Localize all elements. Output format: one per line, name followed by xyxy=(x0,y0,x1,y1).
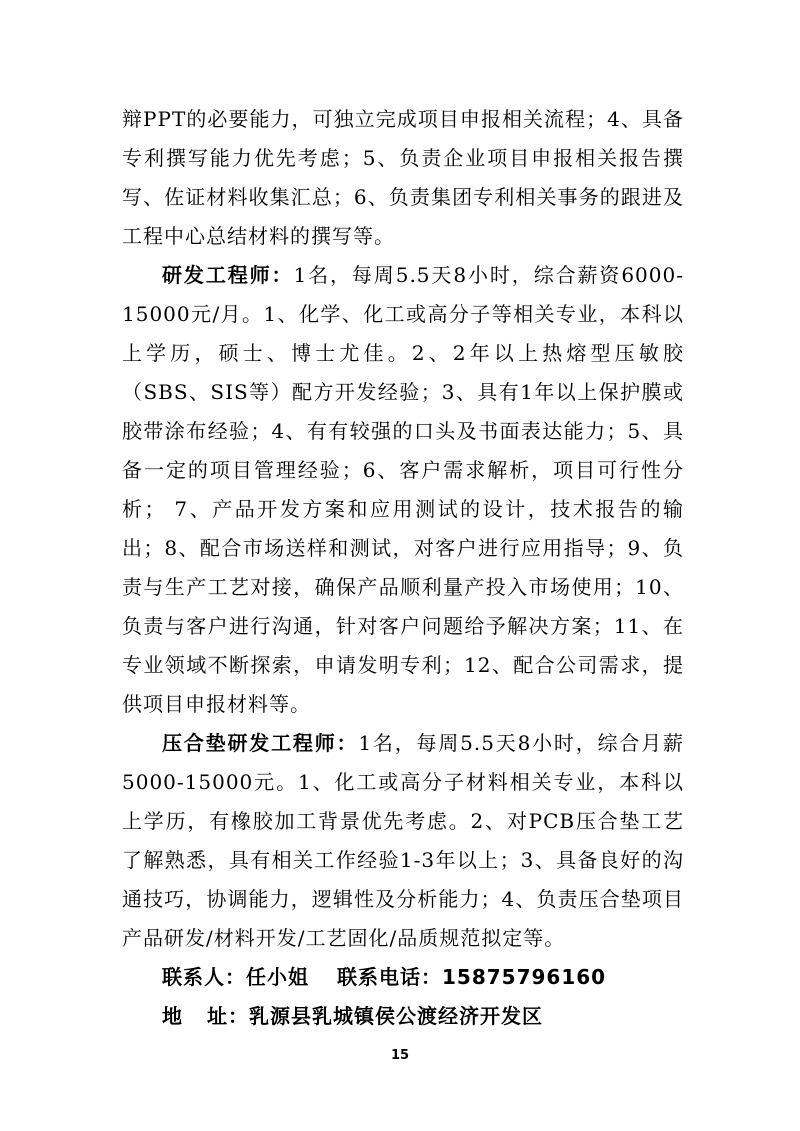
contact-person-label: 联系人： xyxy=(162,965,246,989)
job-pad-engineer-title: 压合垫研发工程师： xyxy=(162,731,359,755)
address-label-1: 地 xyxy=(162,1004,183,1028)
contact-phone-number: 15875796160 xyxy=(442,965,607,989)
job-pad-engineer-body: 1名，每周5.5天8小时，综合月薪5000-15000元。1、化工或高分子材料相关专业，本科以上学历，有橡胶加工背景优先考虑。2、对PCB压合垫工艺了解熟悉，具有相关工作经验1-3年以上；3、具备良好的沟通技巧，协调能力，逻辑性及分析能力；4、负责压合垫项目产品研发/材料开发/工艺固化/品质规范拟定等。 xyxy=(122,731,685,950)
address-label-2: 址： xyxy=(207,1004,249,1028)
contact-line xyxy=(122,958,684,997)
paragraph-continuation: 辩PPT的必要能力，可独立完成项目申报相关流程；4、具备专利撰写能力优先考虑；5、负责企业项目申报相关报告撰写、佐证材料收集汇总；6、负责集团专利相关事务的跟进及工程中心总结材料的撰写等。 xyxy=(122,107,684,248)
address-line xyxy=(122,997,684,1036)
job-pad-engineer xyxy=(122,724,684,958)
address-value: 乳源县乳城镇侯公渡经济开发区 xyxy=(249,1004,543,1028)
page-number: 15 xyxy=(390,1048,410,1063)
job-rd-engineer-title: 研发工程师： xyxy=(162,263,294,287)
contact-phone-label: 联系电话： xyxy=(337,965,442,989)
job-rd-engineer-body: 1名，每周5.5天8小时，综合薪资6000-15000元/月。1、化学、化工或高分子等相关专业，本科以上学历，硕士、博士尤佳。2、2年以上热熔型压敏胶（SBS、SIS等）配方开发经验；3、具有1年以上保护膜或胶带涂布经验；4、有有较强的口头及书面表达能力；5、具备一定的项目管理经验；6、客户需求解析，项目可行性分析； 7、产品开发方案和应用测试的设计，技术报告的输出；8、配合市场送样和测试，对客户进行应用指导；9、负责与生产工艺对接，确保产品顺利量产投入市场使用；10、负责与客户进行沟通，针对客户问题给予解决方案；11、在专业领域不断探索，申请发明专利；12、配合公司需求，提供项目申报材料等。 xyxy=(122,263,684,716)
document-page xyxy=(122,100,684,1036)
job-rd-engineer xyxy=(122,256,684,724)
contact-person-name: 任小姐 xyxy=(246,965,309,989)
